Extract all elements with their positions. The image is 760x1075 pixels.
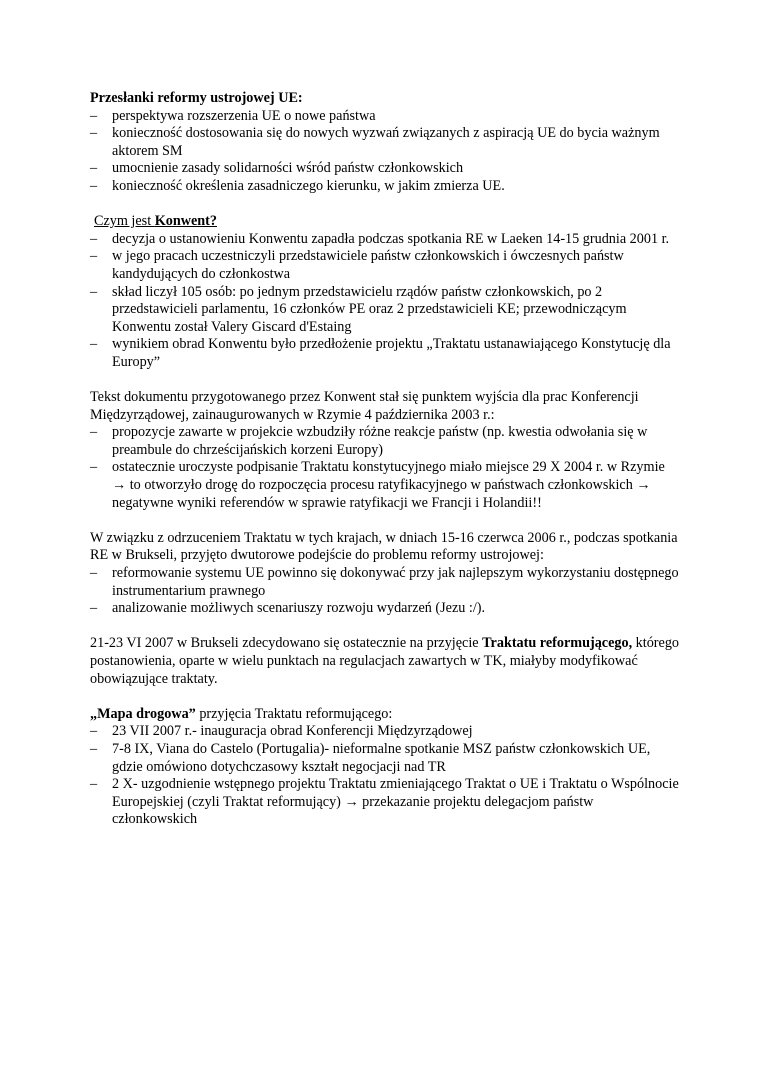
spacer xyxy=(90,512,680,530)
reform-treaty-paragraph xyxy=(90,635,680,688)
list-item: – konieczność dostosowania się do nowych wyzwań związanych z aspiracją UE do bycia ważnym aktorem SM xyxy=(90,125,680,160)
convention-title-prefix: Czym jest xyxy=(94,213,155,230)
roadmap-list xyxy=(90,723,680,829)
section-heading-convention xyxy=(94,213,680,231)
list-item: – decyzja o ustanowieniu Konwentu zapadła podczas spotkania RE w Laeken 14-15 grudnia 2001 r. xyxy=(90,231,680,249)
list-item: – 2 X- uzgodnienie wstępnego projektu Traktatu zmieniającego Traktat o UE i Traktatu o Wspólnocie Europejskiej (czyli Traktat reformujący) → przekazanie projektu delegacjom państw członkowskich xyxy=(90,776,680,829)
roadmap-title-rest: przyjęcia Traktatu reformującego: xyxy=(195,705,393,722)
list-item: – perspektywa rozszerzenia UE o nowe państwa xyxy=(90,108,680,126)
roadmap-heading xyxy=(90,706,680,724)
roadmap-title-bold: „Mapa drogowa” xyxy=(90,705,196,722)
premises-list xyxy=(90,108,680,196)
document-page xyxy=(90,90,680,829)
spacer xyxy=(90,372,680,390)
igc-intro-paragraph: Tekst dokumentu przygotowanego przez Konwent stał się punktem wyjścia dla prac Konferencji Międzyrządowej, zainaugurowanych w Rzymie 4 października 2003 r.: xyxy=(90,389,639,423)
list-item: – propozycje zawarte w projekcie wzbudziły różne reakcje państw (np. kwestia odwołania się w preambule do chrześcijańskich korzeni Europy) xyxy=(90,424,680,459)
list-item: – reformowanie systemu UE powinno się dokonywać przy jak najlepszym wykorzystaniu dostępnego instrumentarium prawnego xyxy=(90,565,680,600)
spacer xyxy=(90,196,680,214)
list-item: – konieczność określenia zasadniczego kierunku, w jakim zmierza UE. xyxy=(90,178,680,196)
brussels-2006-paragraph: W związku z odrzuceniem Traktatu w tych krajach, w dniach 15-16 czerwca 2006 r., podczas spotkania RE w Brukseli, przyjęto dwutorowe podejście do problemu reformy ustrojowej: xyxy=(90,529,678,564)
dual-approach-list xyxy=(90,565,680,618)
list-item: – umocnienie zasady solidarności wśród państw członkowskich xyxy=(90,160,680,178)
list-item: – skład liczył 105 osób: po jednym przedstawicielu rządów państw członkowskich, po 2 przedstawicieli parlamentu, 16 członków PE oraz 2 przedstawicieli KE; przewodniczącym Konwentu został Valery Giscard d'Estaing xyxy=(90,284,680,337)
spacer xyxy=(90,618,680,636)
convention-title-bold: Konwent? xyxy=(154,213,217,230)
section-heading-premises: Przesłanki reformy ustrojowej UE: xyxy=(90,90,303,106)
igc-list xyxy=(90,424,680,512)
convention-list xyxy=(90,231,680,372)
list-item: – ostatecznie uroczyste podpisanie Traktatu konstytucyjnego miało miejsce 29 X 2004 r. w Rzymie → to otworzyło drogę do rozpoczęcia procesu ratyfikacyjnego w państwach członkowskich → negatywne wyniki referendów w sprawie ratyfikacji we Francji i Holandii!! xyxy=(90,459,680,512)
list-item: – 7-8 IX, Viana do Castelo (Portugalia)- nieformalne spotkanie MSZ państw członkowskich UE, gdzie omówiono dotychczasowy kształt negocjacji nad TR xyxy=(90,741,680,776)
spacer xyxy=(90,688,680,706)
reform-text-after: którego postanowienia, oparte w wielu punktach na regulacjach zawartych w TK, miałyby modyfikować obowiązujące traktaty. xyxy=(90,635,680,687)
reform-text-before: 21-23 VI 2007 w Brukseli zdecydowano się ostatecznie na przyjęcie xyxy=(90,635,483,652)
list-item: – analizowanie możliwych scenariuszy rozwoju wydarzeń (Jezu :/). xyxy=(90,600,680,618)
list-item: – w jego pracach uczestniczyli przedstawiciele państw członkowskich i ówczesnych państw kandydujących do członkostwa xyxy=(90,248,680,283)
reform-text-bold: Traktatu reformującego, xyxy=(482,635,633,652)
list-item: – 23 VII 2007 r.- inauguracja obrad Konferencji Międzyrządowej xyxy=(90,723,680,741)
list-item: – wynikiem obrad Konwentu było przedłożenie projektu „Traktatu ustanawiającego Konstytucję dla Europy” xyxy=(90,336,680,371)
